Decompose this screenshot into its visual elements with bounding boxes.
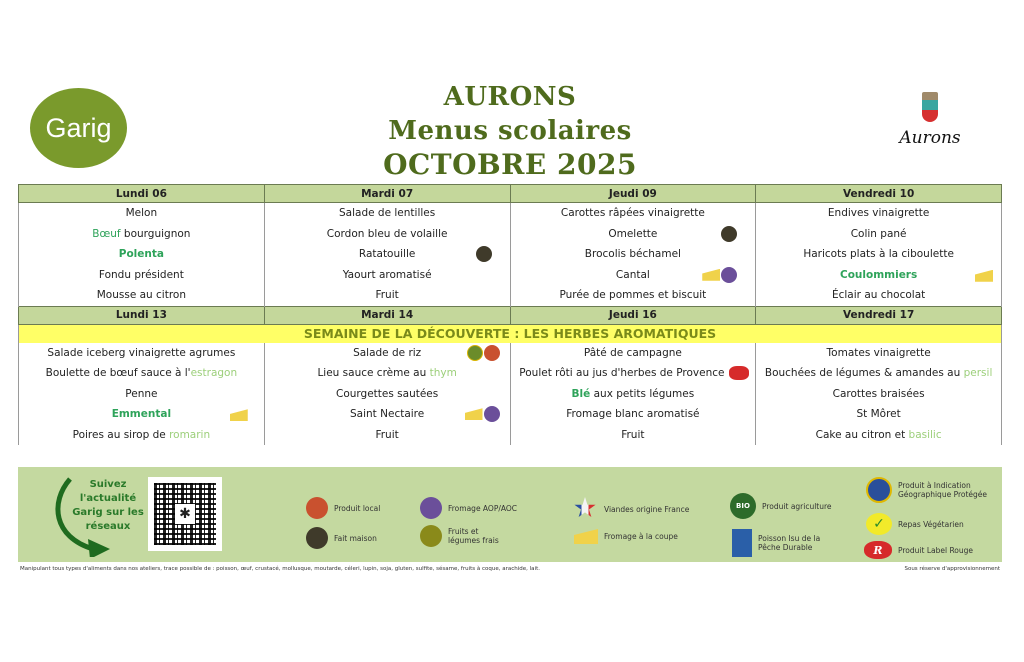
menu-row <box>19 363 1002 384</box>
herb-word: thym <box>429 367 457 380</box>
menu-row <box>19 384 1002 405</box>
label-rouge-icon <box>729 366 749 380</box>
qr-code[interactable]: ✱ <box>148 477 222 551</box>
menu-item <box>19 363 265 384</box>
menu-item <box>264 343 510 364</box>
menu-item-text: Ratatouille <box>358 248 416 261</box>
fromage-coupe-icon <box>702 269 720 281</box>
day-header: Vendredi 10 <box>756 185 1002 203</box>
legend-label: Viandes origine France <box>604 504 690 514</box>
theme-banner-row <box>19 324 1002 343</box>
menu-item <box>756 363 1002 384</box>
legend-label: Repas Végétarien <box>898 519 964 529</box>
legend-label: Produit Label Rouge <box>898 545 974 555</box>
menu-item: Fondu président <box>19 265 265 286</box>
day-header: Lundi 13 <box>19 306 265 324</box>
menu-item-text: Cake au citron et <box>815 428 909 441</box>
follow-line: l'actualité <box>79 493 137 504</box>
crest-icon <box>921 92 939 122</box>
menu-item: Purée de pommes et biscuit <box>510 285 756 306</box>
menu-item-text: Boulette de bœuf sauce à l' <box>45 367 191 380</box>
peche-durable-icon <box>732 529 752 557</box>
fromage-aop-icon <box>484 406 500 422</box>
menu-item-text: Bouchées de légumes & amandes au <box>764 367 964 380</box>
viandes-france-icon <box>574 497 598 521</box>
legend-label <box>758 534 820 552</box>
day-header: Jeudi 09 <box>510 185 756 203</box>
follow-line: réseaux <box>85 521 131 532</box>
menu-item: Colin pané <box>756 224 1002 245</box>
legend-item-igp <box>866 477 987 503</box>
follow-us-text <box>70 478 146 534</box>
supply-notice: Sous réserve d'approvisionnement <box>904 566 1000 572</box>
menu-item: Brocolis béchamel <box>510 244 756 265</box>
menu-item <box>19 224 265 245</box>
menu-item-text: aux petits légumes <box>590 387 695 400</box>
menu-item-text: Coulommiers <box>840 268 918 281</box>
fromage-coupe-icon <box>975 268 993 282</box>
herb-word: basilic <box>908 428 942 441</box>
legend-label: Fait maison <box>334 533 377 543</box>
day-header: Lundi 06 <box>19 185 265 203</box>
follow-line: Garig sur les <box>72 507 144 518</box>
bio-badge-text: BIO <box>736 502 750 510</box>
menu-row <box>19 203 1002 224</box>
menu-item <box>264 404 510 425</box>
menu-item: Courgettes sautées <box>264 384 510 405</box>
fromage-coupe-icon <box>465 408 483 420</box>
legend-item-fruits <box>420 525 499 547</box>
igp-icon <box>467 345 483 361</box>
menu-item: Cordon bleu de volaille <box>264 224 510 245</box>
legend-item-vege <box>866 513 964 535</box>
menu-item: Salade iceberg vinaigrette agrumes <box>19 343 265 364</box>
legend-item-fromage-coupe <box>574 529 678 544</box>
fromage-coupe-icon <box>574 529 598 544</box>
cheese-aop-icons <box>702 267 737 283</box>
legend-label: Produit agriculture <box>762 501 832 511</box>
igp-icon <box>866 477 892 503</box>
legend-label <box>898 481 987 499</box>
menu-item: Penne <box>19 384 265 405</box>
menu-item: Melon <box>19 203 265 224</box>
menu-item-text: Cantal <box>615 268 650 281</box>
menu-item-text: Lieu sauce crème au <box>317 367 430 380</box>
menu-item: Polenta <box>19 244 265 265</box>
follow-line: Suivez <box>89 479 127 490</box>
fruits-legumes-icon <box>420 525 442 547</box>
fromage-aop-icon <box>721 267 737 283</box>
legend-item-local <box>306 497 380 519</box>
menu-item <box>510 265 756 286</box>
day-header: Mardi 07 <box>264 185 510 203</box>
menu-item: Fruit <box>264 425 510 446</box>
theme-banner: SEMAINE DE LA DÉCOUVERTE : LES HERBES AROMATIQUES <box>19 324 1002 343</box>
menu-item: Yaourt aromatisé <box>264 265 510 286</box>
legend-label-line: Produit à Indication <box>898 481 971 490</box>
menu-item-text: Poulet rôti au jus d'herbes de Provence <box>519 367 725 380</box>
cheese-aop-icons <box>465 406 500 422</box>
menu-item-text: Emmental <box>111 408 172 421</box>
menu-item: Fruit <box>264 285 510 306</box>
herb-word: persil <box>963 367 993 380</box>
menu-row <box>19 285 1002 306</box>
menu-item <box>756 425 1002 446</box>
legend-item-aop <box>420 497 517 519</box>
menu-item-text: Poires au sirop de <box>72 428 170 441</box>
menu-item: Fruit <box>510 425 756 446</box>
page-title <box>300 80 720 182</box>
title-month: OCTOBRE 2025 <box>383 148 637 181</box>
legend-panel <box>18 467 1002 562</box>
legend-label-line: Géographique Protégée <box>898 490 988 499</box>
legend-label <box>448 527 499 545</box>
allergen-notice: Manipulant tous types d'aliments dans nos ateliers, trace possible de : poisson, œuf, crustacé, mollusque, moutarde, céleri, lupin, soja, gluten, sulfite, sésame, fruits à coque, arachide, lait. <box>20 566 540 572</box>
igp-local-icons <box>467 345 500 361</box>
menu-item-text: Saint Nectaire <box>350 408 425 421</box>
garig-logo-text: Garig <box>45 112 112 143</box>
menu-item <box>19 425 265 446</box>
highlight-word: Blé <box>571 387 591 400</box>
menu-item: Mousse au citron <box>19 285 265 306</box>
menu-item: St Môret <box>756 404 1002 425</box>
menu-item: Tomates vinaigrette <box>756 343 1002 364</box>
menu-table <box>18 184 1002 445</box>
aurons-logo-text: Aurons <box>899 128 961 148</box>
legend-item-fait-maison <box>306 527 377 549</box>
produit-local-icon <box>306 497 328 519</box>
menu-row <box>19 265 1002 286</box>
menu-item: Salade de lentilles <box>264 203 510 224</box>
label-rouge-icon: R <box>864 541 892 559</box>
menu-item <box>756 265 1002 286</box>
legend-item-label-rouge <box>864 541 973 559</box>
garig-logo <box>30 88 127 168</box>
fait-maison-icon <box>306 527 328 549</box>
week1-header <box>19 185 1002 203</box>
herb-word: estragon <box>190 367 238 380</box>
legend-item-peche <box>732 529 820 557</box>
herb-word: romarin <box>169 428 211 441</box>
menu-row <box>19 224 1002 245</box>
week2-header <box>19 306 1002 324</box>
menu-item <box>510 384 756 405</box>
produit-local-icon <box>484 345 500 361</box>
bio-icon <box>730 493 756 519</box>
menu-item <box>510 363 756 384</box>
menu-item: Endives vinaigrette <box>756 203 1002 224</box>
menu-item <box>264 244 510 265</box>
menu-row <box>19 425 1002 446</box>
legend-label: Fromage AOP/AOC <box>448 503 518 513</box>
fromage-aop-icon <box>420 497 442 519</box>
fait-maison-icon <box>721 226 737 242</box>
menu-item: Carottes braisées <box>756 384 1002 405</box>
menu-item: Pâté de campagne <box>510 343 756 364</box>
day-header: Jeudi 16 <box>510 306 756 324</box>
menu-item-text: Salade de riz <box>353 346 422 359</box>
legend-label-line: légumes frais <box>448 536 499 545</box>
menu-item: Fromage blanc aromatisé <box>510 404 756 425</box>
title-town: AURONS <box>443 82 577 112</box>
legend-label-line: Poisson Isu de la <box>758 534 821 543</box>
legend-item-bio <box>730 493 832 519</box>
menu-item <box>264 363 510 384</box>
fait-maison-icon <box>476 246 492 262</box>
menu-row <box>19 343 1002 364</box>
day-header: Mardi 14 <box>264 306 510 324</box>
legend-label-line: Fruits et <box>448 527 479 536</box>
menu-item <box>19 404 265 425</box>
title-menus: Menus scolaires <box>388 116 632 146</box>
menu-item-text: Omelette <box>608 227 658 240</box>
menu-row <box>19 244 1002 265</box>
legend-label: Produit local <box>334 503 381 513</box>
menu-item-text: bourguignon <box>120 227 191 240</box>
menu-item: Carottes râpées vinaigrette <box>510 203 756 224</box>
legend-item-viandes <box>574 497 689 521</box>
highlight-word: Bœuf <box>92 227 121 240</box>
menu-item: Haricots plats à la ciboulette <box>756 244 1002 265</box>
vegetarien-icon: ✓ <box>866 513 892 535</box>
menu-item: Éclair au chocolat <box>756 285 1002 306</box>
day-header: Vendredi 17 <box>756 306 1002 324</box>
legend-label: Fromage à la coupe <box>604 532 678 541</box>
menu-item <box>510 224 756 245</box>
aurons-logo <box>895 92 965 162</box>
fromage-coupe-icon <box>230 407 248 421</box>
menu-row <box>19 404 1002 425</box>
legend-label-line: Pêche Durable <box>758 543 813 552</box>
